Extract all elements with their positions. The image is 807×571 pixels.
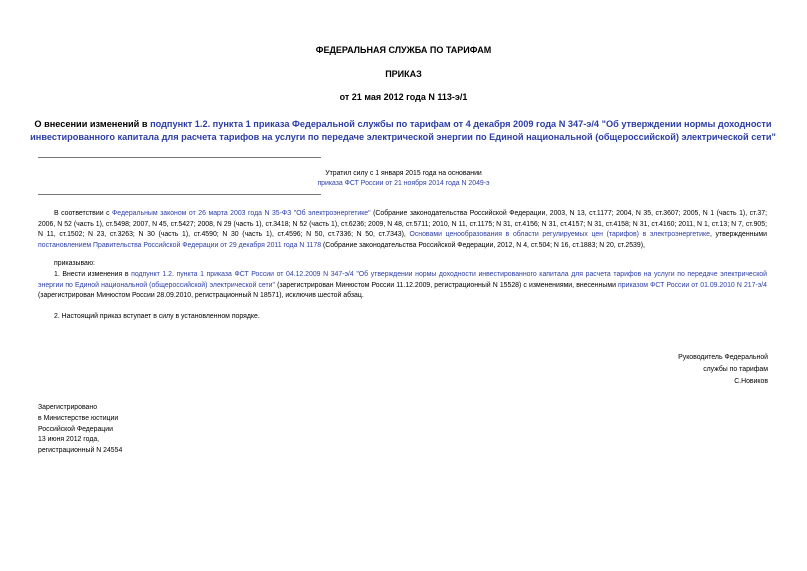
document-title: [28, 118, 778, 143]
order-word-text: приказываю:: [54, 260, 95, 267]
registration-number: регистрационный N 24554: [38, 447, 123, 455]
validity-notice: [0, 169, 807, 189]
title-text: О внесении изменений в: [34, 119, 151, 129]
registration-date: 13 июня 2012 года,: [38, 436, 100, 444]
item-1-text-3: (зарегистрирован Минюстом России 28.09.2010, регистрационный N 18571), исключив шестой абзац.: [38, 292, 364, 300]
signature-name: С.Новиков: [734, 378, 768, 385]
preamble-text-4: (Собрание законодательства Российской Федерации, 2012, N 4, ст.504; N 16, ст.1883; N 20, ст.2539),: [321, 241, 645, 249]
repeal-order-link[interactable]: приказа ФСТ России от 21 ноября 2014 года N 2049-э: [317, 180, 490, 187]
registration-line-2: в Министерстве юстиции: [38, 414, 119, 422]
registration-line-1: Зарегистрировано: [38, 404, 98, 411]
item-2-paragraph: [38, 312, 767, 323]
item-2-text: 2. Настоящий приказ вступает в силу в установленном порядке.: [54, 313, 260, 320]
item-1-text-2: (зарегистрирован Минюстом России 11.12.2009, регистрационный N 15528) с изменениями, внесенными: [274, 281, 619, 289]
order-word: [38, 259, 767, 270]
federal-law-link[interactable]: Федеральным законом от 26 марта 2003 года N 35-ФЗ "Об электроэнергетике": [112, 210, 371, 217]
divider-top: [38, 157, 321, 158]
signature-block: [568, 352, 768, 388]
registration-line-3: Российской Федерации: [38, 425, 113, 433]
item-1-paragraph: [38, 270, 767, 302]
government-decree-link[interactable]: постановлением Правительства Российской Федерации от 29 декабря 2011 года N 1178: [38, 241, 322, 249]
title-link[interactable]: подпункт 1.2. пункта 1 приказа Федеральной службы по тарифам от 4 декабря 2009 года N 347-э/4 "Об утверждении нормы доходности инвестированного капитала для расчета тарифов на услуги по передаче электрической энергии по Единой национальной (общероссийской) электрической сети": [30, 119, 776, 142]
date-number-heading: от 21 мая 2012 года N 113-э/1: [339, 92, 468, 102]
validity-text: Утратил силу с 1 января 2015 года на основании: [325, 170, 482, 177]
preamble-text-1: В соответствии с: [54, 210, 113, 217]
amended-order-link[interactable]: подпункт 1.2. пункта 1 приказа ФСТ России от 04.12.2009 N 347-э/4 "Об утверждении нормы доходности инвестированного капитала для расчета тарифов на услуги по передаче электрической энергии по Единой национальной (общероссийской) электрической сети": [38, 271, 767, 289]
item-1-text-1: 1. Внести изменения в: [54, 271, 132, 278]
doc-type-heading: ПРИКАЗ: [385, 69, 422, 79]
preamble-text-3: , утвержденными: [709, 231, 767, 239]
preamble-paragraph: [38, 209, 767, 251]
agency-heading: ФЕДЕРАЛЬНАЯ СЛУЖБА ПО ТАРИФАМ: [315, 45, 492, 55]
preamble-text-2: (Собрание законодательства Российской Федерации, 2003, N 13, ст.1177; 2004, N 35, ст.3607; 2005, N 1 (часть 1), ст.37; 2006, N 52 (часть 1), ст.5498; 2007, N 45, ст.5427; 2008, N 29 (часть 1), ст.3418; N 52 (часть 1), ст.6236; 2009, N 48, ст.5711; 2010, N 11, ст.1175; N 31, ст.4156; N 31, ст.4157; N 31, ст.4158; N 31, ст.4160; 2011, N 1, ст.13; N 7, ст.905; N 11, ст.1502; N 23, ст.3263; N 30 (часть 1), ст.4590; N 30 (часть 1), ст.4596; N 50, ст.7336; N 50, ст.7343),: [38, 210, 767, 239]
signature-line-1: Руководитель Федеральной: [678, 354, 768, 361]
signature-line-2: службы по тарифам: [703, 366, 768, 373]
registration-block: [38, 403, 122, 457]
divider-bottom: [38, 194, 321, 195]
pricing-basics-link[interactable]: Основами ценообразования в области регулируемых цен (тарифов) в электроэнергетике: [409, 231, 710, 239]
amending-order-link[interactable]: приказом ФСТ России от 01.09.2010 N 217-э/4: [618, 281, 767, 289]
